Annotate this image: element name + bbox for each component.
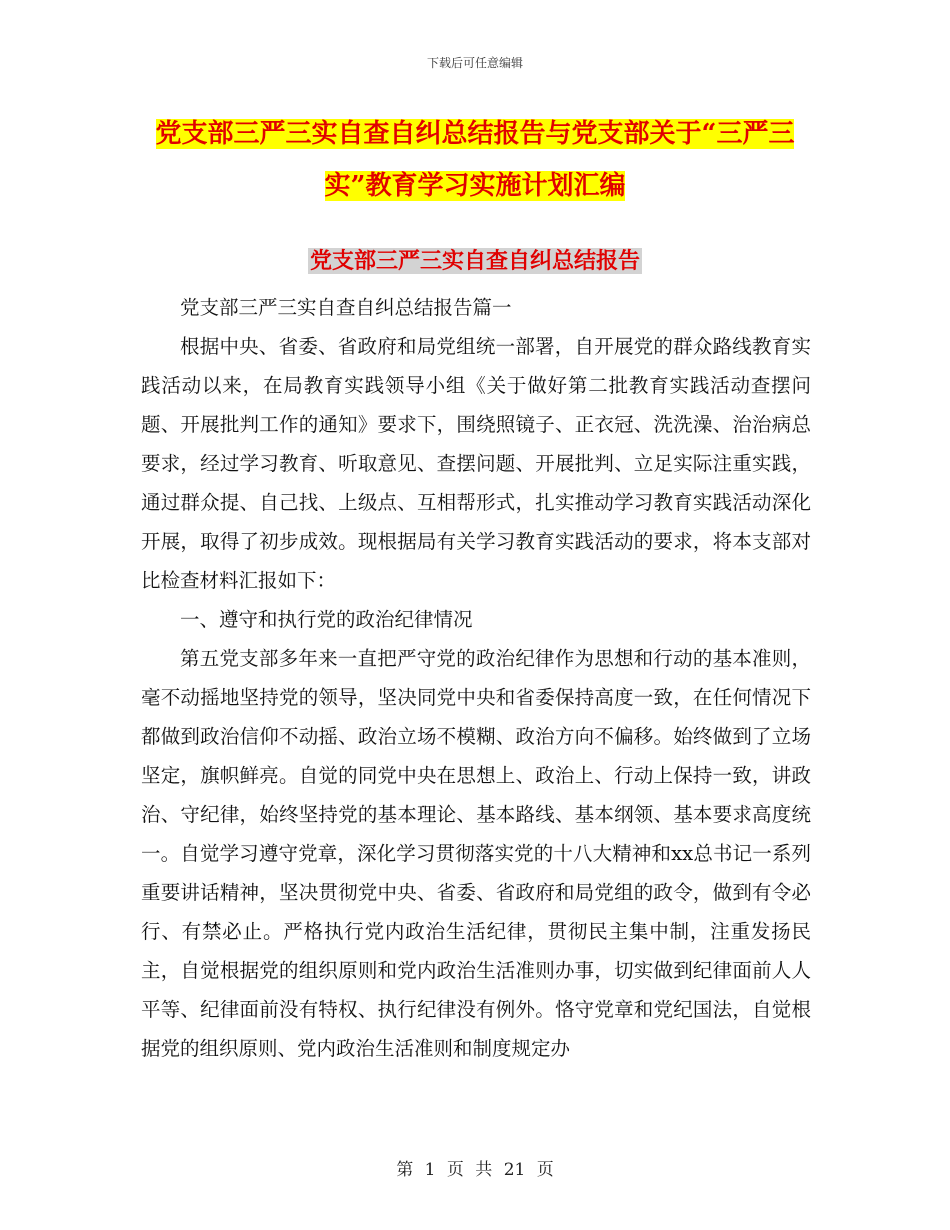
document-body — [141, 288, 811, 1068]
document-title-text: 党支部三严三实自查自纠总结报告与党支部关于“三严三实”教育学习实施计划汇编 — [155, 119, 795, 201]
document-title — [140, 108, 810, 212]
paragraph: 一、遵守和执行党的政治纪律情况 — [180, 608, 473, 631]
page-number: 第 1 页 共 21 页 — [396, 1160, 554, 1180]
paragraph: 根据中央、省委、省政府和局党组统一部署，自开展党的群众路线教育实践活动以来，在局教育实践领导小组《关于做好第二批教育实践活动查摆问题、开展批判工作的通知》要求下，围绕照镜子、正衣冠、洗洗澡、治治病总要求，经过学习教育、听取意见、查摆问题、开展批判、立足实际注重实践，通过群众提、自己找、上级点、互相帮形式，扎实推动学习教育实践活动深化开展，取得了初步成效。现根据局有关学习教育实践活动的要求，将本支部对比检查材料汇报如下： — [141, 335, 811, 592]
paragraph: 第五党支部多年来一直把严守党的政治纪律作为思想和行动的基本准则，毫不动摇地坚持党的领导，坚决同党中央和省委保持高度一致，在任何情况下都做到政治信仰不动摇、政治立场不模糊、政治方向不偏移。始终做到了立场坚定，旗帜鲜亮。自觉的同党中央在思想上、政治上、行动上保持一致，讲政治、守纪律，始终坚持党的基本理论、基本路线、基本纲领、基本要求高度统一。自觉学习遵守党章，深化学习贯彻落实党的十八大精神和xx总书记一系列重要讲话精神，坚决贯彻党中央、省委、省政府和局党组的政令，做到有令必行、有禁必止。严格执行党内政治生活纪律，贯彻民主集中制，注重发扬民主，自觉根据党的组织原则和党内政治生活准则办事，切实做到纪律面前人人平等、纪律面前没有特权、执行纪律没有例外。恪守党章和党纪国法，自觉根据党的组织原则、党内政治生活准则和制度规定办 — [141, 647, 811, 1060]
section-title — [0, 244, 950, 275]
paragraph: 党支部三严三实自查自纠总结报告篇一 — [180, 296, 512, 319]
section-title-text: 党支部三严三实自查自纠总结报告 — [309, 248, 640, 274]
header-note: 下载后可任意编辑 — [426, 56, 523, 70]
